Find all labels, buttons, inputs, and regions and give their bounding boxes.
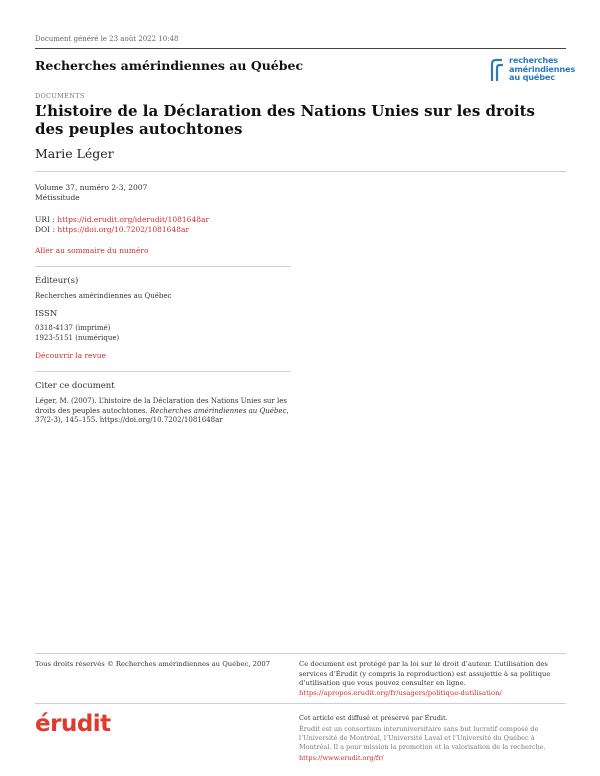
divider-publisher <box>35 266 291 267</box>
doi-label: DOI : <box>35 225 58 234</box>
publisher-heading: Éditeur(s) <box>35 276 79 286</box>
doi-line <box>35 225 209 235</box>
erudit-link[interactable]: https://www.erudit.org/fr/ <box>299 754 384 762</box>
journal-logo-icon <box>489 58 505 82</box>
generated-date: Document généré le 23 août 2022 10:48 <box>35 35 179 43</box>
footer-divider-2 <box>35 703 566 704</box>
journal-name: Recherches amérindiennes au Québec <box>35 58 304 73</box>
logo-line-3: au québec <box>509 72 555 82</box>
article-author: Marie Léger <box>35 146 114 161</box>
policy-link[interactable]: https://apropos.erudit.org/fr/usagers/politique-dutilisation/ <box>299 688 502 697</box>
citation-journal: Recherches amérindiennes au Québec <box>150 406 287 415</box>
discover-journal-link[interactable]: Découvrir la revue <box>35 351 106 360</box>
citation-volume: 37 <box>35 416 44 424</box>
issn-values <box>35 324 119 343</box>
issn-heading: ISSN <box>35 309 58 319</box>
issue-theme: Métissitude <box>35 193 80 202</box>
toc-link[interactable]: Aller au sommaire du numéro <box>35 246 149 255</box>
copyright-notice <box>299 660 569 698</box>
logo-line-2: amérindiennes <box>509 63 575 74</box>
logo-line-1: recherches <box>509 55 558 65</box>
citation-text: Léger, M. (2007). L’histoire de la Déclaration des Nations Unies sur les droits des peuples autochtones. <box>35 397 287 415</box>
journal-logo-text <box>509 56 575 82</box>
header-divider <box>35 171 566 172</box>
citation-pages: (2-3), 145–155. https://doi.org/10.7202/1081648ar <box>43 416 223 424</box>
article-title: L’histoire de la Déclaration des Nations Unies sur les droits des peuples autochtones <box>35 102 535 138</box>
citation-separator: , <box>286 406 289 415</box>
erudit-logo[interactable]: érudit <box>35 711 111 737</box>
uri-link[interactable]: https://id.erudit.org/iderudit/1081648ar <box>57 215 210 224</box>
erudit-info <box>299 714 569 763</box>
issn-digital: 1923-5151 (numérique) <box>35 333 120 342</box>
uri-line <box>35 215 209 225</box>
volume-info <box>35 183 147 203</box>
copyright-text: Ce document est protégé par la loi sur le droit d’auteur. L’utilisation des services d’Érudit (y compris la reproduction) est assujettie à sa politique d’utilisation que vous pouvez consulter en ligne. <box>299 660 551 687</box>
erudit-description: Érudit est un consortium interuniversitaire sans but lucratif composé de l’Université de Montréal, l’Université Laval et l’Université du Québec à Montréal. Il a pour mission la promotion et la valorisation de la recherche. <box>299 725 546 751</box>
doi-link[interactable]: https://doi.org/10.7202/1081648ar <box>57 225 190 234</box>
volume: Volume 37, numéro 2-3, 2007 <box>35 183 148 192</box>
cite-heading: Citer ce document <box>35 381 115 391</box>
journal-logo[interactable] <box>489 55 575 84</box>
footer-divider <box>35 653 566 654</box>
publisher-name: Recherches amérindiennes au Québec <box>35 292 172 300</box>
issn-print: 0318-4137 (imprimé) <box>35 324 111 332</box>
uri-label: URI : <box>35 215 58 224</box>
citation <box>35 397 295 426</box>
identifiers <box>35 215 209 235</box>
document-type: DOCUMENTS <box>35 92 85 100</box>
rights-statement: Tous droits réservés © Recherches amérindiennes au Québec, 2007 <box>35 660 270 668</box>
erudit-heading: Cet article est diffusé et préservé par Érudit. <box>299 714 448 722</box>
top-divider <box>35 48 566 49</box>
divider-cite <box>35 371 291 372</box>
